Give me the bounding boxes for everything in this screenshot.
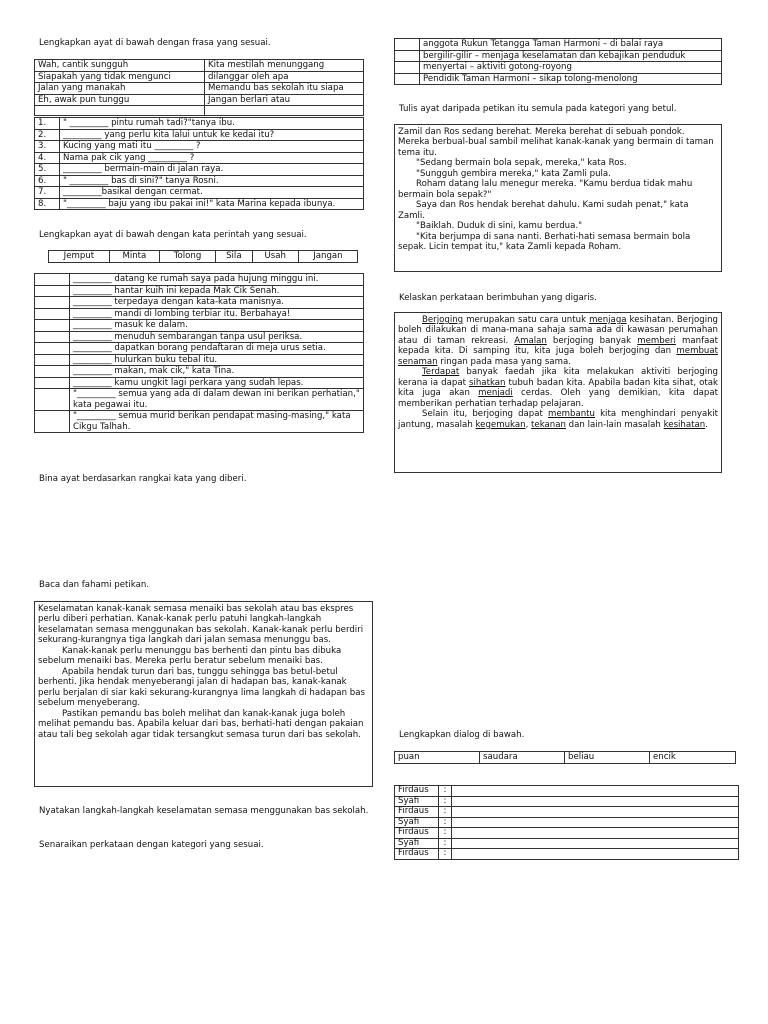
word-cell: Jemput	[49, 251, 110, 263]
word-cell: Minta	[109, 251, 159, 263]
q1-instruction: Lengkapkan ayat di bawah dengan frasa yang sesuai.	[39, 38, 271, 48]
q1-items-table	[34, 117, 364, 210]
q2-instruction: Lengkapkan ayat di bawah dengan kata perintah yang sesuai.	[39, 230, 307, 240]
q1-num: 6.	[35, 175, 60, 187]
underlined-word: tekanan	[531, 419, 566, 430]
q1-sentence: Nama pak cik yang _________ ?	[60, 152, 364, 164]
q2-sentence: _________ hantar kuih ini kepada Mak Cik Senah.	[70, 285, 364, 297]
phrase-cell	[205, 106, 364, 116]
q1-sentence: _________basikal dengan cermat.	[60, 187, 364, 199]
word-cell: Tolong	[159, 251, 215, 263]
passage-text: cerdas. Oleh yang demikian, kita dapat memberikan perhatian terhadap pelajaran.	[398, 388, 718, 409]
command-word-list	[48, 250, 358, 263]
passage-paragraph: Keselamatan kanak-kanak semasa menaiki bas sekolah atau bas ekspres perlu diberi perhatian. Kanak-kanak perlu patuhi langkah-langkah keselamatan semasa menggunakan bas sekolah. Kanak-kanak perlu berdiri sekurang-kurangnya tiga langkah dari jalan semasa menunggu bas.	[38, 604, 364, 646]
q1-sentence: " _________ pintu rumah tadi?"tanya ibu.	[60, 118, 364, 130]
q1-row	[35, 129, 364, 141]
underlined-word: sihatkan	[469, 377, 506, 388]
speaker-name: Firdaus	[395, 786, 439, 797]
q2-num	[35, 274, 70, 286]
speaker-name: Syafi	[395, 796, 439, 807]
underlined-word: menjadi	[478, 388, 513, 399]
passage-text: merupakan satu cara untuk	[463, 315, 590, 325]
q2-items-table	[34, 273, 364, 433]
phrase-cell	[35, 106, 205, 116]
passage-text: berjoging banyak	[546, 335, 638, 346]
speaker-name: Syafi	[395, 817, 439, 828]
phrase-cell: dilanggar oleh apa	[205, 71, 364, 83]
blank-cell	[395, 62, 420, 74]
q2-num	[35, 297, 70, 309]
word-cell: Jangan	[298, 251, 357, 263]
q1-num: 4.	[35, 152, 60, 164]
speaker-name: Firdaus	[395, 807, 439, 818]
colon: :	[439, 807, 452, 818]
word-cell: saudara	[480, 752, 565, 764]
q1-num: 8.	[35, 198, 60, 210]
colon: :	[439, 838, 452, 849]
q2-num	[35, 308, 70, 320]
q1-row	[35, 187, 364, 199]
colon: :	[439, 817, 452, 828]
speaker-name: Firdaus	[395, 849, 439, 860]
q2-sentence: _________ terpedaya dengan kata-kata manisnya.	[70, 297, 364, 309]
q2-sentence: _________ mandi di lombing terbiar itu. Berbahaya!	[70, 308, 364, 320]
dialog-answer-cell[interactable]	[452, 828, 739, 839]
passage-text: ringan pada masa yang sama.	[437, 356, 571, 367]
q1-sentence: Kucing yang mati itu _________ ?	[60, 141, 364, 153]
story-paragraph: "Sedang bermain bola sepak, mereka," kata Ros.	[416, 158, 627, 169]
q2-num	[35, 411, 70, 433]
underlined-word: menjaga	[589, 315, 627, 325]
underlined-word: membantu	[547, 409, 595, 420]
underlined-word: kesihatan	[663, 419, 706, 430]
q1-num: 5.	[35, 164, 60, 176]
underlined-word: memberi	[637, 335, 676, 346]
story-paragraph: "Sungguh gembira mereka," kata Zamli pula.	[416, 168, 611, 179]
blank-cell	[395, 39, 420, 51]
dialog-answer-cell[interactable]	[452, 796, 739, 807]
story-paragraph: "Baiklah. Duduk di sini, kamu berdua."	[416, 221, 583, 232]
dialog-answer-cell[interactable]	[452, 838, 739, 849]
underlined-word: membuat	[676, 346, 718, 357]
q2-num	[35, 285, 70, 297]
q4-instruction: Baca dan fahami petikan.	[39, 580, 150, 590]
passage-text: banyak faedah jika kita melakukan aktiviti berjoging kerana ia dapat	[398, 367, 718, 388]
colon: :	[439, 828, 452, 839]
speaker-name: Syafi	[395, 838, 439, 849]
word-cell: puan	[395, 752, 480, 764]
q1-num: 3.	[35, 141, 60, 153]
phrase-cell: Wah, cantik sungguh	[35, 60, 205, 72]
dialog-answer-cell[interactable]	[452, 786, 739, 797]
q1-row	[35, 152, 364, 164]
phrase-pair: bergilir-gilir – menjaga keselamatan dan kebajikan penduduk	[420, 50, 722, 62]
colon: :	[439, 786, 452, 797]
passage-text: kesihatan. Berjoging boleh dilakukan di mana-mana sahaja sama ada di kawasan perumahan atau di taman rekreasi.	[398, 315, 719, 346]
q1-row	[35, 118, 364, 130]
colon: :	[439, 796, 452, 807]
q2-sentence: _________ masuk ke dalam.	[70, 320, 364, 332]
passage-text: Selain itu, berjoging dapat	[422, 409, 548, 420]
underlined-word: senaman	[398, 356, 438, 367]
q2-sentence: _________ datang ke rumah saya pada hujung minggu ini.	[70, 274, 364, 286]
phrase-pair: Pendidik Taman Harmoni – sikap tolong-menolong	[420, 73, 722, 85]
q2-num	[35, 320, 70, 332]
underlined-word: Amalan	[514, 335, 547, 346]
dialog-table	[394, 785, 739, 860]
story-paragraph: Zamil dan Ros sedang berehat. Mereka berehat di sebuah pondok. Mereka berbual-bual sambil melihat kanak-kanak yang bermain di taman tema itu.	[398, 127, 714, 158]
q1-row	[35, 164, 364, 176]
q7-instruction: Tulis ayat daripada petikan itu semula pada kategori yang betul.	[399, 104, 677, 114]
passage-paragraph: Apabila hendak turun dari bas, tunggu sehingga bas betul-betul berhenti. Jika hendak menyeberangi jalan di hadapan bas, kanak-kanak perlu berjalan di siar kaki sekurang-kurangnya lima langkah di hadapan bas sebelum menyeberang.	[38, 666, 365, 709]
q9-instruction: Lengkapkan dialog di bawah.	[399, 730, 525, 740]
q5-instruction: Nyatakan langkah-langkah keselamatan semasa menggunakan bas sekolah.	[39, 806, 369, 816]
q1-sentence: _________ bermain-main di jalan raya.	[60, 164, 364, 176]
passage-text: dan lain-lain masalah	[565, 419, 664, 430]
q2-num	[35, 354, 70, 366]
q2-sentence: _________ menuduh sembarangan tanpa usul periksa.	[70, 331, 364, 343]
q1-sentence: "_________ baju yang ibu pakai ini!" kata Marina kepada ibunya.	[60, 198, 364, 210]
phrase-cell: Eh, awak pun tunggu	[35, 94, 205, 106]
q1-row	[35, 175, 364, 187]
underlined-word: Berjoging	[422, 315, 464, 325]
phrase-pair: anggota Rukun Tetangga Taman Harmoni – di balai raya	[420, 39, 722, 51]
q6-instruction: Senaraikan perkataan dengan kategori yang sesuai.	[39, 840, 264, 850]
phrase-pair: menyertai – aktiviti gotong-royong	[420, 62, 722, 74]
dialog-word-list	[394, 751, 736, 764]
q1-row	[35, 141, 364, 153]
speaker-name: Firdaus	[395, 828, 439, 839]
q2-sentence: _________ makan, mak cik," kata Tina.	[70, 366, 364, 378]
story-paragraph: Saya dan Ros hendak berehat dahulu. Kami sudah penat," kata Zamli.	[398, 200, 689, 221]
q1-num: 1.	[35, 118, 60, 130]
q2-num	[35, 389, 70, 411]
passage-text: ,	[525, 419, 532, 430]
word-cell: encik	[650, 752, 736, 764]
q2-sentence: _________ kamu ungkit lagi perkara yang sudah lepas.	[70, 377, 364, 389]
phrase-cell: Kita mestilah menunggang	[205, 60, 364, 72]
passage-text: kita menghindari penyakit jantung, masalah	[398, 409, 719, 430]
phrase-cell: Jalan yang manakah	[35, 83, 205, 95]
story-paragraph: Roham datang lalu menegur mereka. "Kamu berdua tidak mahu bermain bola sepak?"	[398, 179, 693, 200]
q2-num	[35, 366, 70, 378]
q8-instruction: Kelaskan perkataan berimbuhan yang digaris.	[399, 293, 597, 303]
word-cell: beliau	[565, 752, 650, 764]
phrase-cell: Jangan berlari atau	[205, 94, 364, 106]
blank-cell	[395, 50, 420, 62]
phrase-table	[34, 59, 364, 116]
q3-instruction: Bina ayat berdasarkan rangkai kata yang diberi.	[39, 474, 247, 484]
word-cell: Usah	[252, 251, 298, 263]
q1-sentence: " _________ bas di sini?" tanya Rosni.	[60, 175, 364, 187]
q2-sentence: _________ hulurkan buku tebal itu.	[70, 354, 364, 366]
q2-sentence: "_________ semua yang ada di dalam dewan ini berikan perhatian," kata pegawai itu.	[70, 389, 364, 411]
q2-num	[35, 377, 70, 389]
phrase-cell: Siapakah yang tidak mengunci	[35, 71, 205, 83]
phrase-cell: Memandu bas sekolah itu siapa	[205, 83, 364, 95]
q1-num: 2.	[35, 129, 60, 141]
dialog-answer-cell[interactable]	[452, 817, 739, 828]
jogging-passage	[394, 312, 722, 473]
q2-num	[35, 331, 70, 343]
word-cell: Sila	[216, 251, 253, 263]
passage-paragraph: Pastikan pemandu bas boleh melihat dan kanak-kanak juga boleh melihat pemandu bas. Apabila keluar dari bas, berhati-hati dengan pakaian atau tali beg sekolah agar tidak tersangkut semasa turun dari bas sekolah.	[38, 708, 364, 740]
top-right-table	[394, 38, 722, 85]
blank-cell	[395, 73, 420, 85]
q2-num	[35, 343, 70, 355]
passage-paragraph: Kanak-kanak perlu menunggu bas berhenti dan pintu bas dibuka sebelum menaiki bas. Mereka perlu beratur sebelum menaiki bas.	[38, 645, 342, 667]
colon: :	[439, 849, 452, 860]
underlined-word: kegemukan	[475, 419, 526, 430]
q1-num: 7.	[35, 187, 60, 199]
passage-text: tubuh badan kita. Apabila badan kita sihat, otak kita juga akan	[398, 377, 718, 399]
story-passage	[394, 124, 722, 272]
passage-text: manfaat kepada kita. Di samping itu, kita juga boleh berjoging dan	[398, 335, 718, 357]
q2-sentence: "_________ semua murid berikan pendapat masing-masing," kata Cikgu Talhah.	[70, 411, 364, 433]
passage-text: .	[705, 419, 708, 430]
safety-passage	[34, 601, 373, 787]
dialog-answer-cell[interactable]	[452, 849, 739, 860]
q1-sentence: _________ yang perlu kita lalui untuk ke kedai itu?	[60, 129, 364, 141]
underlined-word: Terdapat	[422, 367, 460, 378]
story-paragraph: "Kita berjumpa di sana nanti. Berhati-hati semasa bermain bola sepak. Licin tempat itu," kata Zamli kepada Roham.	[398, 231, 691, 253]
q2-sentence: _________ dapatkan borang pendaftaran di meja urus setia.	[70, 343, 364, 355]
q1-row	[35, 198, 364, 210]
dialog-answer-cell[interactable]	[452, 807, 739, 818]
